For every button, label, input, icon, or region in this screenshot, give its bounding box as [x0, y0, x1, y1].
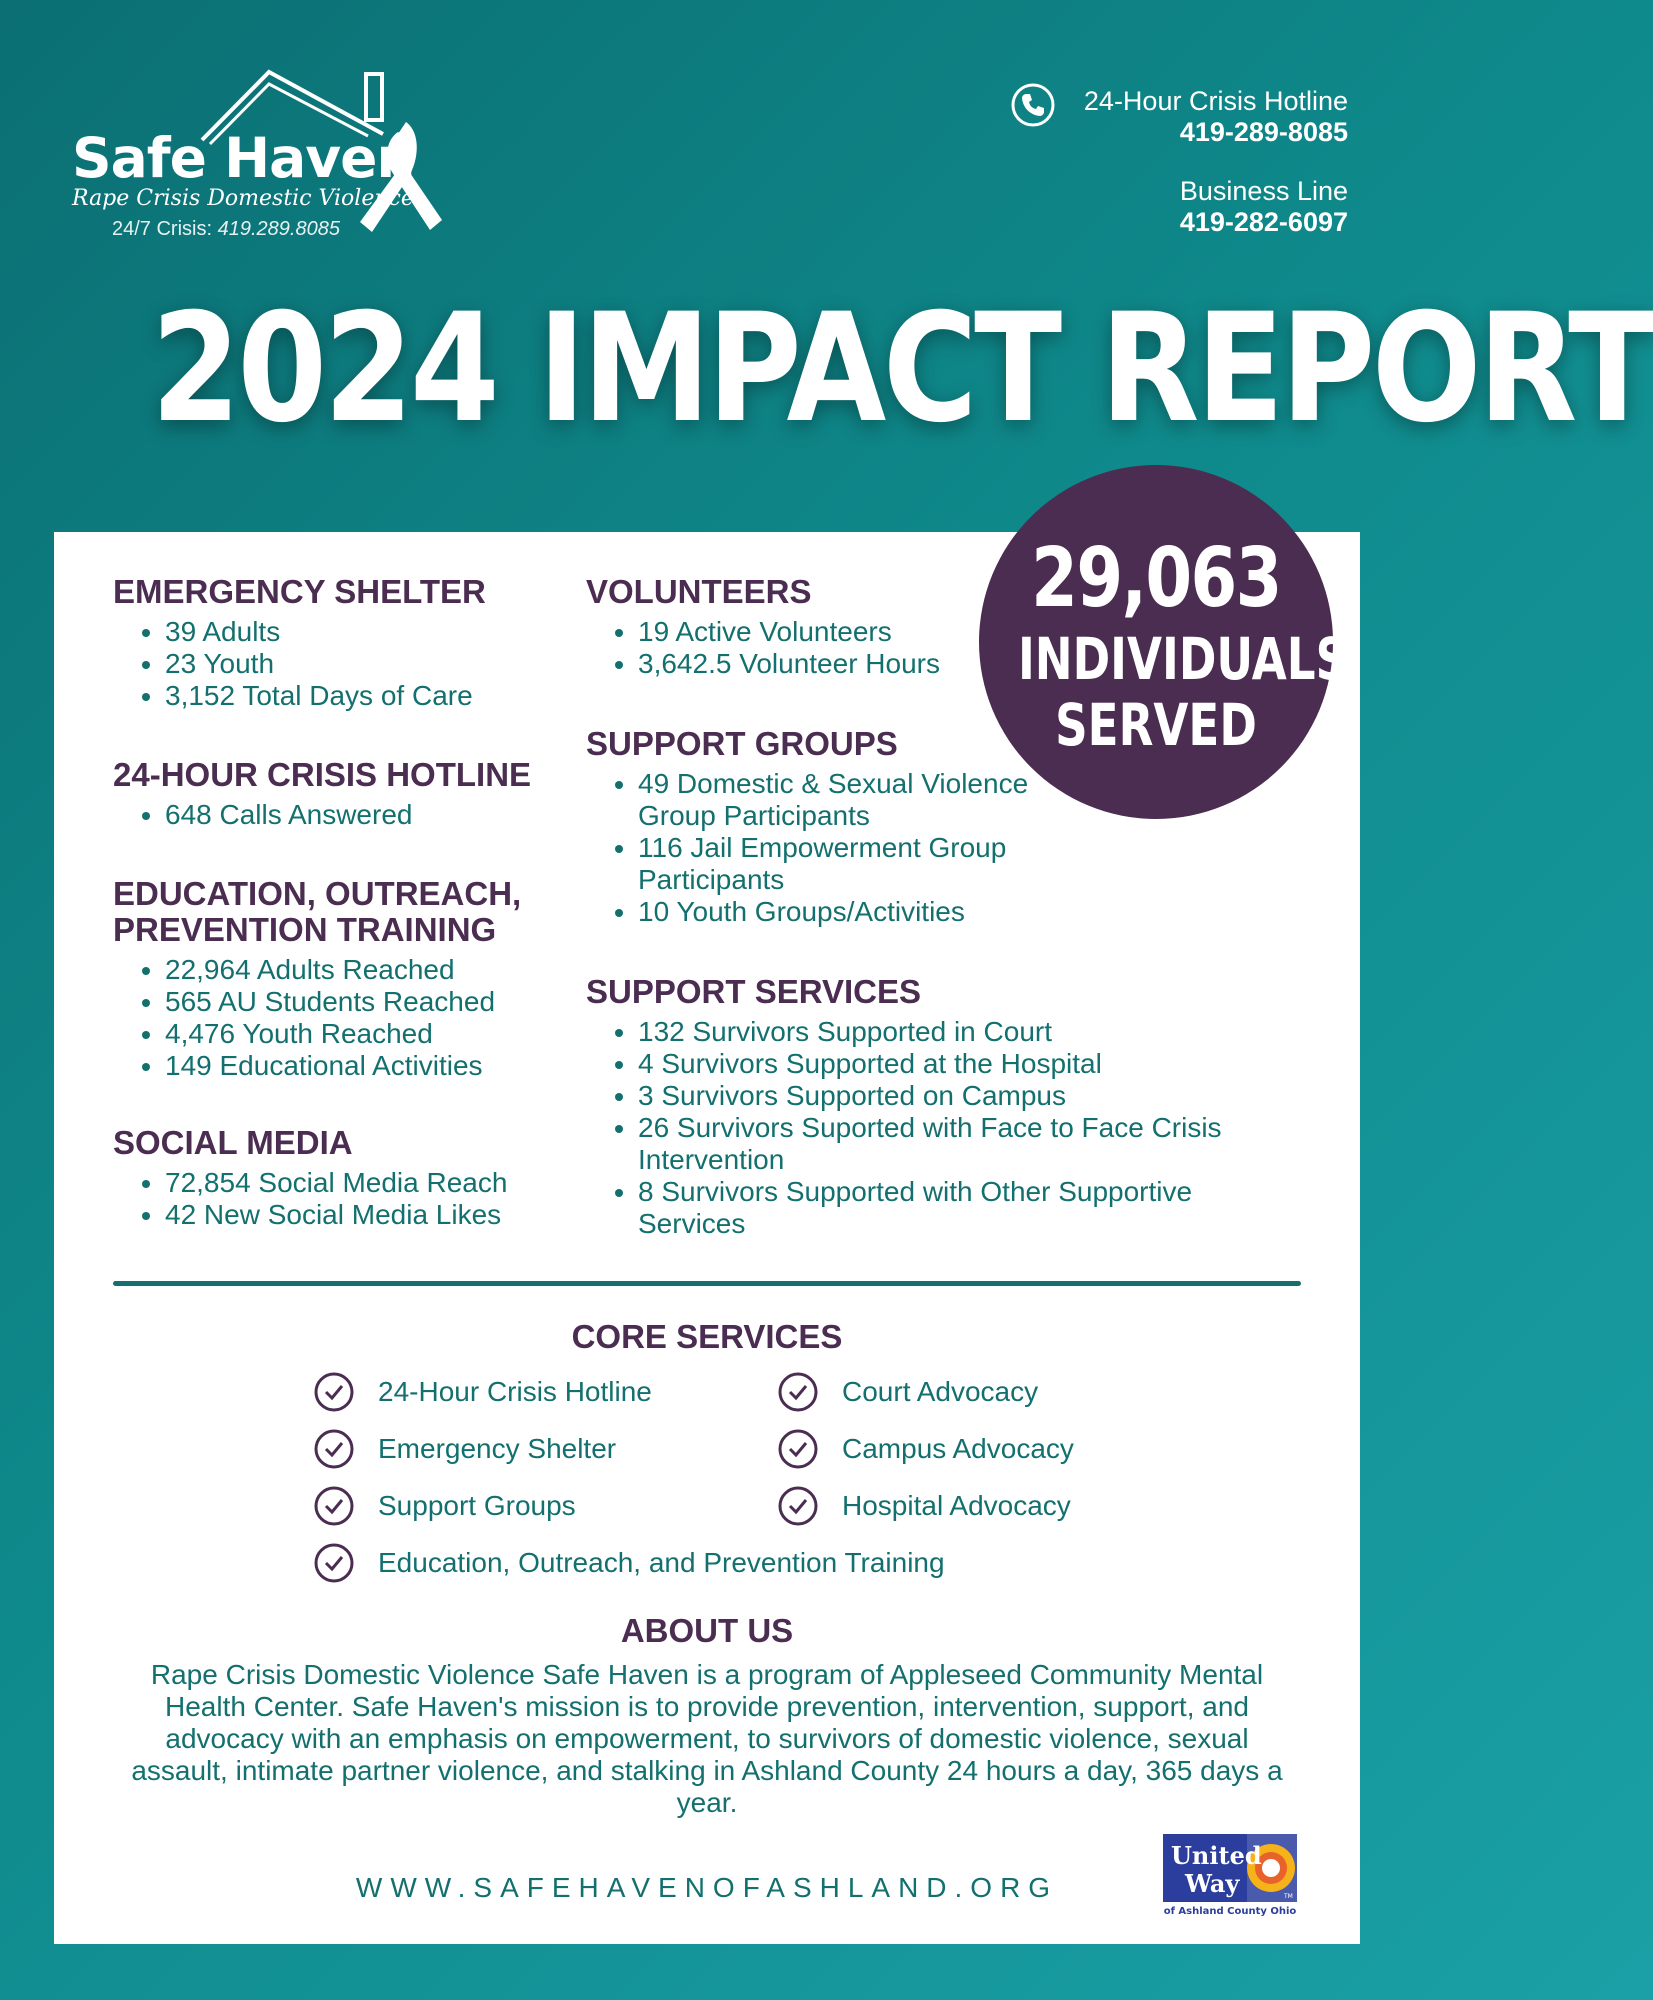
check-circle-icon — [314, 1543, 354, 1583]
section-support-services — [586, 974, 1306, 1240]
list-item: • 3,642.5 Volunteer Hours — [638, 648, 986, 680]
individuals-served-number: 29,063 — [1031, 531, 1281, 626]
check-circle-icon — [778, 1429, 818, 1469]
core-service-item — [314, 1543, 945, 1583]
list-item: • 22,964 Adults Reached — [165, 954, 573, 986]
core-service-label: 24-Hour Crisis Hotline — [378, 1376, 652, 1407]
section-list — [113, 799, 573, 831]
list-item: • 3,152 Total Days of Care — [165, 680, 553, 712]
section-heading: SUPPORT SERVICES — [586, 973, 921, 1010]
business-line-label: Business Line — [1179, 176, 1348, 206]
check-circle-icon — [778, 1372, 818, 1412]
check-circle-icon — [778, 1486, 818, 1526]
core-services-heading: CORE SERVICES — [571, 1318, 843, 1355]
list-item: • 8 Survivors Supported with Other Supportive Services — [638, 1176, 1238, 1240]
section-heading: 24-HOUR CRISIS HOTLINE — [113, 756, 532, 793]
united-way-tm: TM — [1284, 1893, 1293, 1900]
contact-info — [1084, 86, 1348, 238]
check-circle-icon — [314, 1486, 354, 1526]
list-item: • 149 Educational Activities — [165, 1050, 573, 1082]
core-service-label: Emergency Shelter — [378, 1433, 617, 1464]
check-circle-icon — [314, 1372, 354, 1412]
list-item: • 23 Youth — [165, 648, 553, 680]
section-support-groups — [586, 726, 1056, 928]
core-service-item — [314, 1486, 576, 1526]
badge-line-1: INDIVIDUALS — [1017, 625, 1349, 693]
page-title: 2024 IMPACT REPORT — [151, 282, 1653, 456]
core-service-label: Hospital Advocacy — [842, 1490, 1071, 1521]
logo-tagline: Rape Crisis Domestic Violence — [72, 186, 414, 211]
united-way-text-2: Way — [1185, 1869, 1240, 1898]
section-divider — [113, 1281, 1301, 1286]
list-item: • 39 Adults — [165, 616, 553, 648]
core-service-item — [314, 1372, 652, 1412]
logo-crisis-number: 419.289.8085 — [217, 218, 340, 240]
section-heading — [113, 876, 573, 948]
logo-crisis-label: 24/7 Crisis: — [112, 218, 213, 240]
heading-line-2: PREVENTION TRAINING — [113, 911, 497, 948]
list-item: • 132 Survivors Supported in Court — [638, 1016, 1306, 1048]
list-item: • 72,854 Social Media Reach — [165, 1167, 573, 1199]
list-item: • 4,476 Youth Reached — [165, 1018, 573, 1050]
united-way-subtitle: of Ashland County Ohio — [1163, 1906, 1297, 1917]
list-item: • 26 Survivors Suported with Face to Face Crisis Intervention — [638, 1112, 1238, 1176]
section-list — [586, 616, 986, 680]
section-heading: SUPPORT GROUPS — [586, 725, 898, 762]
core-service-item — [778, 1372, 1038, 1412]
section-list — [113, 954, 573, 1082]
united-way-text-1: United — [1171, 1841, 1262, 1870]
section-social-media — [113, 1125, 573, 1231]
safe-haven-logo — [68, 62, 468, 252]
section-education-outreach — [113, 876, 573, 1082]
heading-line-1: EDUCATION, OUTREACH, — [113, 875, 522, 912]
core-service-label: Court Advocacy — [842, 1376, 1039, 1407]
section-heading: EMERGENCY SHELTER — [113, 573, 486, 610]
list-item: • 42 New Social Media Likes — [165, 1199, 573, 1231]
website-link[interactable]: WWW.SAFEHAVENOFASHLAND.ORG — [355, 1872, 1059, 1903]
section-heading: VOLUNTEERS — [586, 573, 812, 610]
list-item: • 10 Youth Groups/Activities — [638, 896, 1056, 928]
list-item: • 116 Jail Empowerment Group Participants — [638, 832, 1056, 896]
section-list — [113, 1167, 573, 1231]
core-service-item — [778, 1486, 1071, 1526]
list-item: • 3 Survivors Supported on Campus — [638, 1080, 1306, 1112]
hotline-number[interactable]: 419-289-8085 — [1179, 117, 1348, 147]
check-circle-icon — [314, 1429, 354, 1469]
badge-line-2: SERVED — [1055, 691, 1257, 759]
phone-icon — [1010, 82, 1056, 128]
core-service-label: Support Groups — [378, 1490, 576, 1521]
section-crisis-hotline — [113, 757, 573, 831]
section-list — [586, 1016, 1306, 1240]
business-line-number[interactable]: 419-282-6097 — [1179, 207, 1348, 237]
core-service-label: Campus Advocacy — [842, 1433, 1074, 1464]
section-emergency-shelter — [113, 574, 553, 712]
section-volunteers — [586, 574, 986, 680]
logo-crisis-line — [112, 218, 340, 241]
about-us-heading: ABOUT US — [620, 1612, 794, 1649]
list-item: • 49 Domestic & Sexual Violence Group Participants — [638, 768, 1056, 832]
section-list — [113, 616, 553, 712]
list-item: • 565 AU Students Reached — [165, 986, 573, 1018]
list-item: • 19 Active Volunteers — [638, 616, 986, 648]
list-item: • 648 Calls Answered — [165, 799, 573, 831]
section-list — [586, 768, 1056, 928]
core-service-item — [314, 1429, 616, 1469]
core-service-item — [778, 1429, 1074, 1469]
about-us-text: Rape Crisis Domestic Violence Safe Haven is a program of Appleseed Community Mental Health Center. Safe Haven's mission is to provide prevention, intervention, support, and advocacy with an emphasis on empowerment, to survivors of domestic violence, sexual assault, intimate partner violence, and stalking in Ashland County 24 hours a day, 365 days a year. — [131, 1659, 1283, 1818]
section-heading: SOCIAL MEDIA — [113, 1124, 353, 1161]
list-item: • 4 Survivors Supported at the Hospital — [638, 1048, 1306, 1080]
core-service-label: Education, Outreach, and Prevention Training — [378, 1547, 945, 1578]
hotline-label: 24-Hour Crisis Hotline — [1083, 86, 1348, 116]
logo-name: Safe Haven — [72, 126, 415, 190]
united-way-logo — [1163, 1834, 1297, 1918]
